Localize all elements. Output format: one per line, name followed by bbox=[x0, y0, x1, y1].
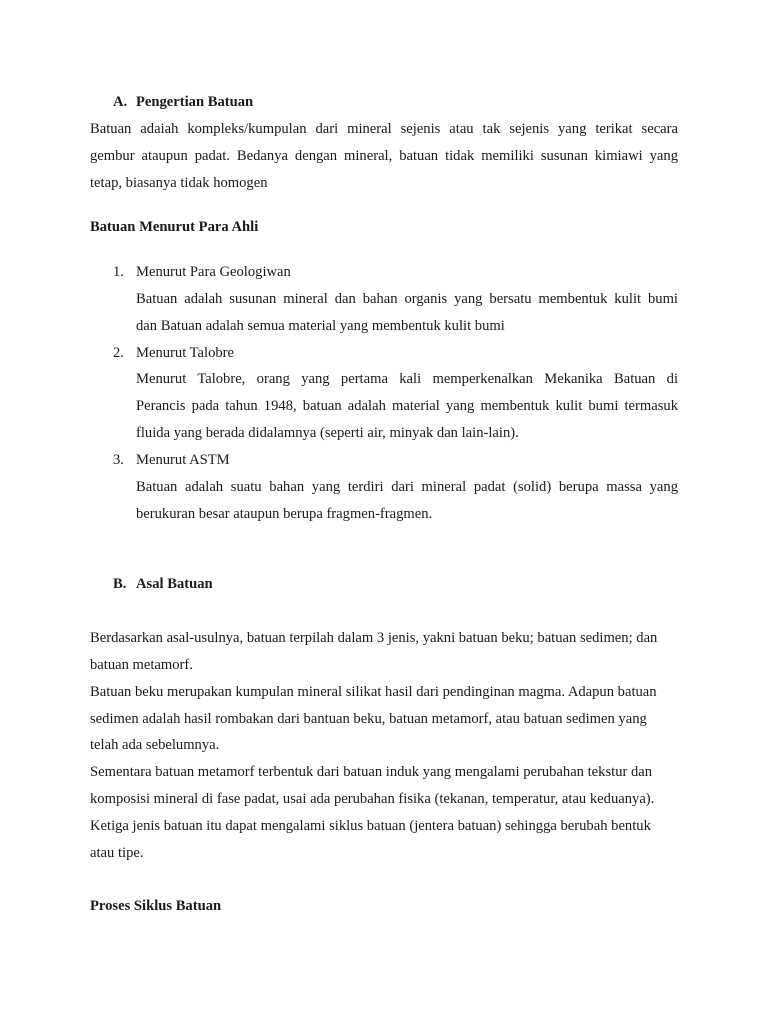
section-a-text-line: Batuan adaiah kompleks/kumpulan dari mineral sejenis atau tak sejenis yang terikat secara bbox=[90, 121, 678, 137]
section-b-text-line: sedimen adalah hasil rombakan dari bantuan beku, batuan metamorf, atau batuan sedimen yang bbox=[90, 711, 647, 727]
section-a-title: Pengertian Batuan bbox=[136, 94, 254, 110]
section-b-text-line: Ketiga jenis batuan itu dapat mengalami siklus batuan (jentera batuan) sehingga berubah bentuk bbox=[90, 818, 651, 834]
list-item-title: Menurut ASTM bbox=[136, 452, 230, 468]
section-a-number: A. bbox=[113, 94, 128, 110]
list-item-text-line: dan Batuan adalah semua material yang membentuk kulit bumi bbox=[136, 318, 505, 334]
cycle-heading: Proses Siklus Batuan bbox=[90, 898, 222, 914]
list-item-text-line: fluida yang berada didalamnya (seperti air, minyak dan lain-lain). bbox=[136, 425, 519, 441]
section-b-text-line: Berdasarkan asal-usulnya, batuan terpilah dalam 3 jenis, yakni batuan beku; batuan sedimen; dan bbox=[90, 630, 658, 646]
section-b-text-line: batuan metamorf. bbox=[90, 657, 193, 673]
section-b-title: Asal Batuan bbox=[136, 576, 213, 592]
section-b-number: B. bbox=[113, 576, 127, 592]
list-item-text-line: Perancis pada tahun 1948, batuan adalah material yang membentuk kulit bumi termasuk bbox=[136, 398, 678, 414]
list-item-number: 2. bbox=[113, 345, 124, 361]
list-item-title: Menurut Para Geologiwan bbox=[136, 264, 291, 280]
list-item-number: 1. bbox=[113, 264, 124, 280]
section-b-text-line: komposisi mineral di fase padat, usai ada perubahan fisika (tekanan, temperatur, atau keduanya). bbox=[90, 791, 655, 807]
list-item-title: Menurut Talobre bbox=[136, 345, 235, 361]
list-item-text-line: Menurut Talobre, orang yang pertama kali memperkenalkan Mekanika Batuan di bbox=[136, 371, 678, 387]
list-item-text-line: Batuan adalah susunan mineral dan bahan organis yang bersatu membentuk kulit bumi bbox=[136, 291, 678, 307]
list-item-text-line: Batuan adalah suatu bahan yang terdiri dari mineral padat (solid) berupa massa yang bbox=[136, 479, 678, 495]
section-b-text-line: Sementara batuan metamorf terbentuk dari batuan induk yang mengalami perubahan tekstur dan bbox=[90, 764, 653, 780]
list-item-number: 3. bbox=[113, 452, 124, 468]
experts-heading: Batuan Menurut Para Ahli bbox=[90, 219, 259, 235]
section-b-text-line: Batuan beku merupakan kumpulan mineral silikat hasil dari pendinginan magma. Adapun batuan bbox=[90, 684, 657, 700]
section-b-text-line: atau tipe. bbox=[90, 845, 144, 861]
section-a-text-line: tetap, biasanya tidak homogen bbox=[90, 175, 268, 191]
section-b-text-line: telah ada sebelumnya. bbox=[90, 737, 220, 753]
section-a-text-line: gembur ataupun padat. Bedanya dengan mineral, batuan tidak memiliki susunan kimiawi yang bbox=[90, 148, 678, 164]
list-item-text-line: berukuran besar ataupun berupa fragmen-fragmen. bbox=[136, 506, 433, 522]
